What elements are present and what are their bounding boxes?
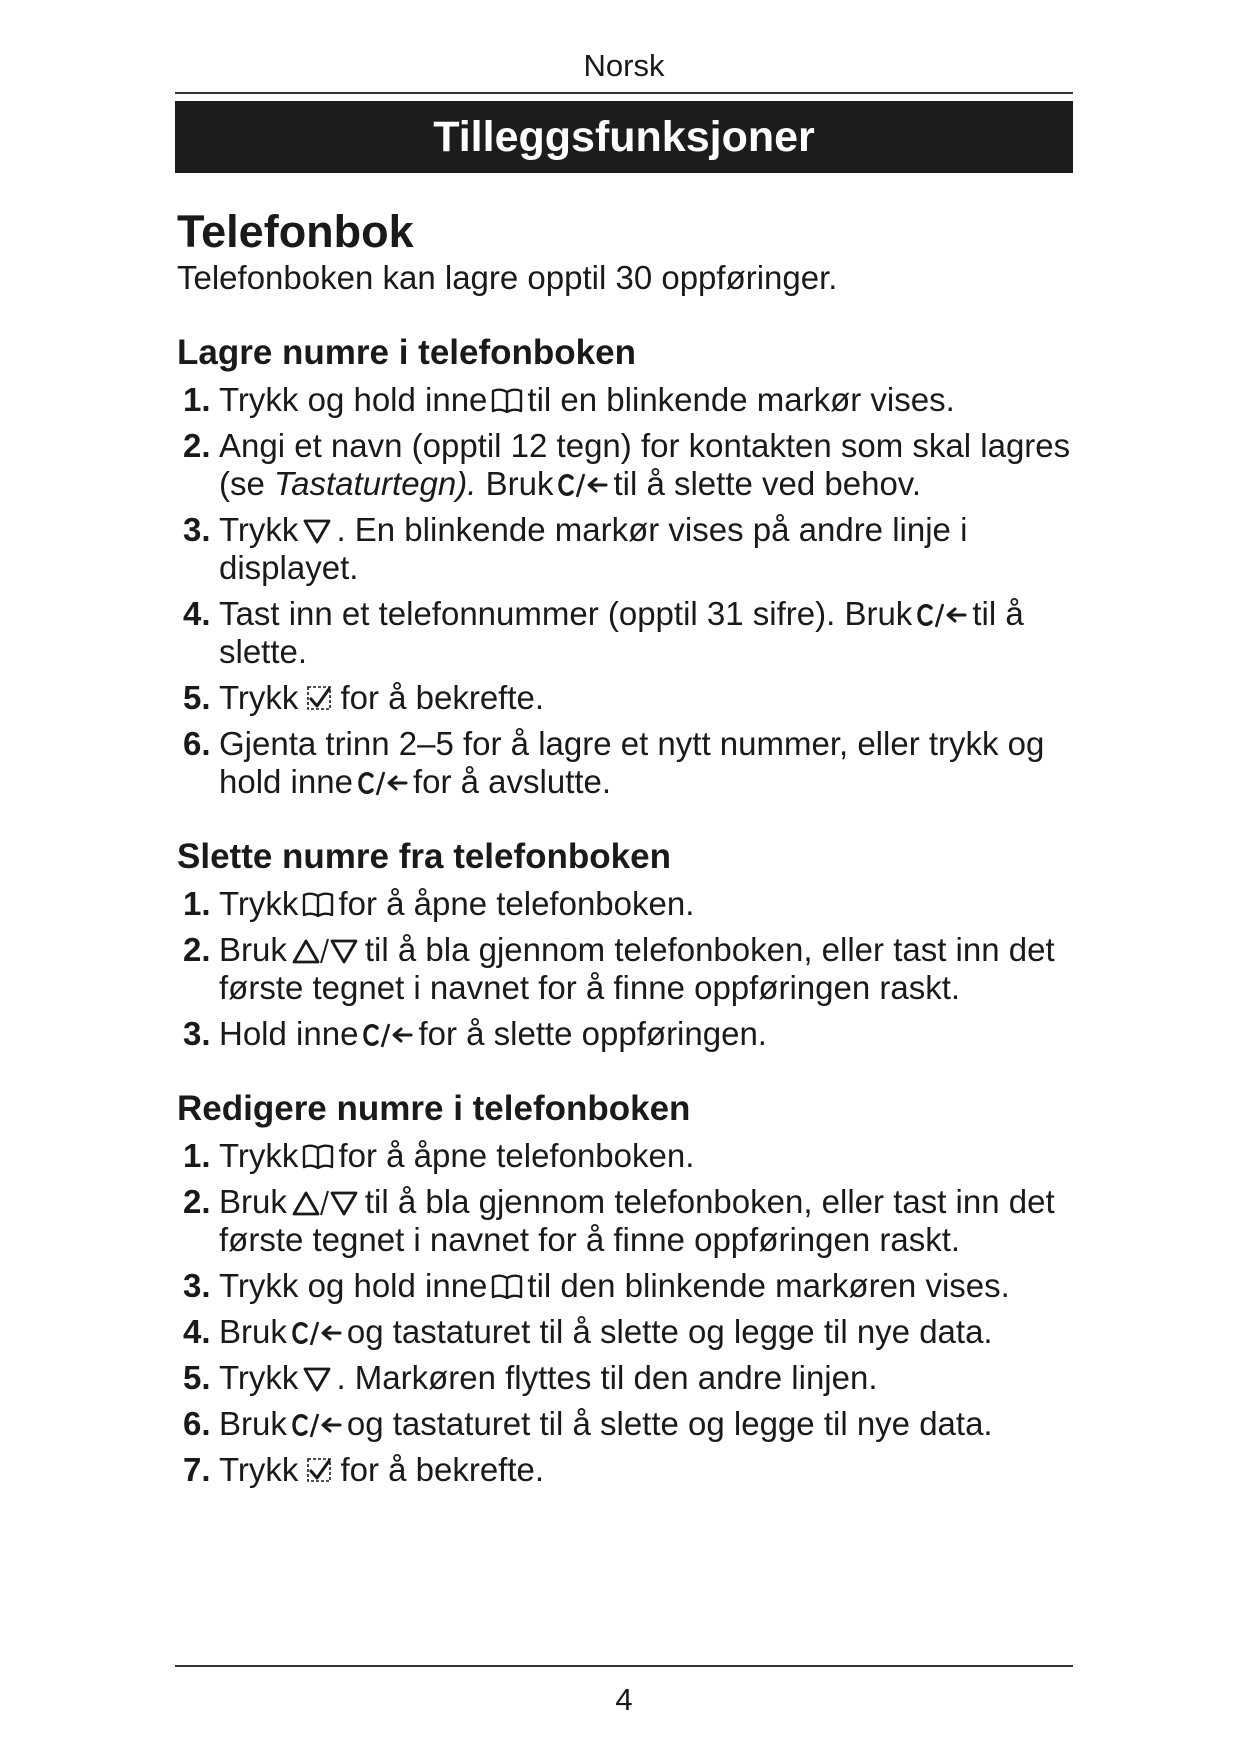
step-number: 4. — [183, 595, 211, 632]
step-text: . Markøren flyttes til den andre linjen. — [336, 1359, 878, 1396]
step-number: 3. — [183, 1267, 211, 1304]
down-arrow-icon — [302, 1365, 332, 1393]
step-text: Tast inn et telefonnummer (opptil 31 sifre). Bruk — [219, 595, 913, 632]
step-text: Trykk og hold inne — [219, 1267, 488, 1304]
confirm-icon — [302, 683, 336, 713]
step-text: for å bekrefte. — [340, 1451, 545, 1488]
step-text: og tastaturet til å slette og legge til nye data. — [346, 1405, 993, 1442]
step-number: 5. — [183, 679, 211, 716]
step-number: 1. — [183, 885, 211, 922]
step-number: 7. — [183, 1451, 211, 1488]
intro-text: Telefonboken kan lagre opptil 30 oppføringer. — [177, 259, 838, 296]
section — [177, 1089, 1077, 1489]
phonebook-icon — [491, 387, 523, 415]
step-text: for å åpne telefonboken. — [338, 1137, 695, 1174]
step-text: til å bla gjennom telefonboken, eller tast inn det første tegnet i navnet for å finne oppføringen raskt. — [219, 1183, 1055, 1258]
step-number: 2. — [183, 931, 211, 968]
step-text: for å slette oppføringen. — [418, 1015, 767, 1052]
step-text: Angi et navn (opptil 12 tegn) for kontakten som skal lagres — [219, 427, 1071, 464]
step-text: for å bekrefte. — [340, 679, 545, 716]
step-text: Trykk — [219, 885, 299, 922]
language-label: Norsk — [583, 48, 665, 83]
step-number: 2. — [183, 1183, 211, 1220]
phonebook-icon — [491, 1273, 523, 1301]
step-text: (se — [219, 465, 265, 502]
step-text: Hold inne — [219, 1015, 359, 1052]
step-item — [177, 679, 1077, 717]
step-list — [177, 1137, 1077, 1489]
step-text: til den blinkende markøren vises. — [527, 1267, 1010, 1304]
step-item — [177, 1267, 1077, 1305]
step-text: Gjenta trinn 2–5 for å lagre et nytt nummer, eller trykk og hold inne — [219, 725, 1045, 800]
step-item — [177, 885, 1077, 923]
step-text: til å slette. — [219, 595, 1024, 670]
step-reference: Tastaturtegn). — [274, 465, 477, 502]
step-item — [177, 1359, 1077, 1397]
section-heading: Slette numre fra telefonboken — [177, 837, 671, 876]
step-text: Trykk — [219, 1451, 299, 1488]
step-item — [177, 931, 1077, 1007]
step-number: 1. — [183, 381, 211, 418]
step-item — [177, 1451, 1077, 1489]
step-item — [177, 1183, 1077, 1259]
section-heading: Lagre numre i telefonboken — [177, 333, 636, 372]
up-down-arrow-icon — [291, 937, 361, 965]
step-text: Bruk — [485, 465, 554, 502]
step-text: Bruk — [219, 1183, 287, 1220]
clear-back-icon — [557, 471, 609, 499]
step-text: Bruk — [219, 1313, 287, 1350]
clear-back-icon — [362, 1021, 414, 1049]
step-number: 6. — [183, 1405, 211, 1442]
step-item — [177, 1015, 1077, 1053]
footer-divider — [175, 1665, 1073, 1667]
step-text: Trykk — [219, 679, 299, 716]
step-item — [177, 1137, 1077, 1175]
step-list — [177, 381, 1077, 801]
step-text: Trykk — [219, 1137, 299, 1174]
step-text: for å avslutte. — [412, 763, 612, 800]
step-number: 2. — [183, 427, 211, 464]
step-item — [177, 381, 1077, 419]
chapter-banner: Tilleggsfunksjoner — [175, 101, 1073, 173]
step-text: Trykk — [219, 1359, 299, 1396]
up-down-arrow-icon — [291, 1189, 361, 1217]
step-number: 3. — [183, 511, 211, 548]
header-divider — [175, 92, 1073, 94]
step-text: til å bla gjennom telefonboken, eller tast inn det første tegnet i navnet for å finne oppføringen raskt. — [219, 931, 1055, 1006]
step-item — [177, 511, 1077, 587]
step-text: til å slette ved behov. — [613, 465, 922, 502]
phonebook-icon — [302, 1143, 334, 1171]
clear-back-icon — [916, 601, 968, 629]
step-text: Bruk — [219, 1405, 287, 1442]
sections — [177, 333, 1077, 1489]
section-heading: Redigere numre i telefonboken — [177, 1089, 691, 1128]
step-item — [177, 725, 1077, 801]
step-text: Trykk og hold inne — [219, 381, 488, 418]
page-number: 4 — [615, 1682, 633, 1717]
step-text: for å åpne telefonboken. — [338, 885, 695, 922]
section — [177, 837, 1077, 1053]
step-number: 5. — [183, 1359, 211, 1396]
step-number: 6. — [183, 725, 211, 762]
step-text: . En blinkende markør vises på andre linje i displayet. — [219, 511, 968, 586]
step-number: 3. — [183, 1015, 211, 1052]
step-item — [177, 1313, 1077, 1351]
step-list — [177, 885, 1077, 1053]
step-number: 1. — [183, 1137, 211, 1174]
confirm-icon — [302, 1455, 336, 1485]
step-text: og tastaturet til å slette og legge til nye data. — [346, 1313, 993, 1350]
clear-back-icon — [357, 769, 409, 797]
phonebook-icon — [302, 891, 334, 919]
step-text: Trykk — [219, 511, 299, 548]
clear-back-icon — [291, 1319, 343, 1347]
step-number: 4. — [183, 1313, 211, 1350]
clear-back-icon — [291, 1411, 343, 1439]
step-item — [177, 427, 1077, 503]
step-item — [177, 1405, 1077, 1443]
down-arrow-icon — [302, 517, 332, 545]
main-content — [177, 205, 1077, 1489]
page-title: Telefonbok — [177, 206, 414, 257]
section — [177, 333, 1077, 801]
step-item — [177, 595, 1077, 671]
step-text: til en blinkende markør vises. — [527, 381, 955, 418]
step-text: Bruk — [219, 931, 287, 968]
